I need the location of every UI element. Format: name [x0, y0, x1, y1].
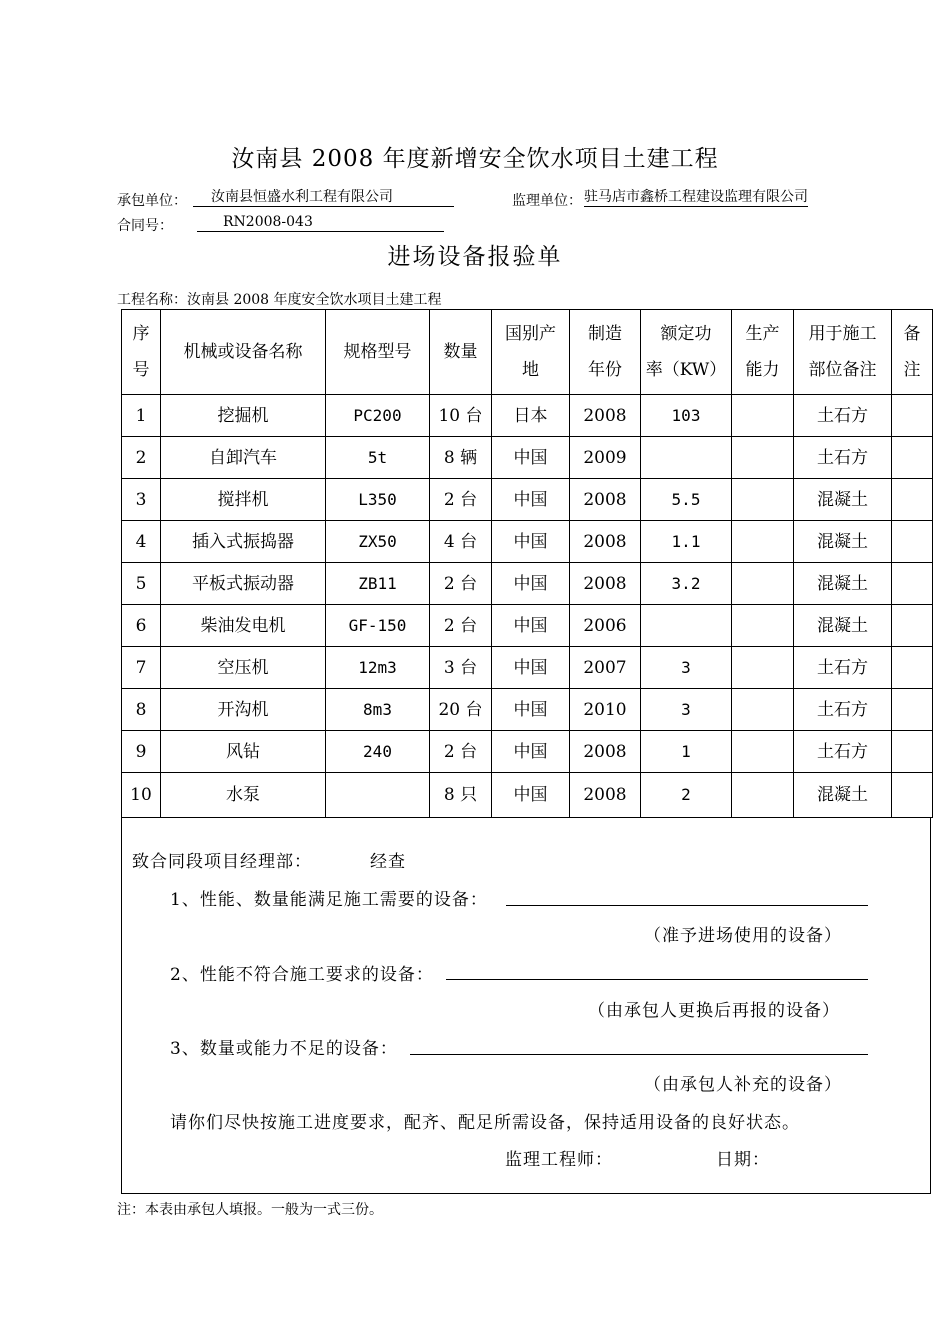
contract-value: RN2008-043 [197, 214, 444, 232]
inspection-notice [121, 817, 931, 1194]
usage-location-cell: 土石方 [794, 395, 892, 437]
row-number-cell: 7 [122, 647, 161, 689]
rated-power-cell: 1 [641, 731, 732, 773]
model-cell: ZB11 [326, 563, 430, 605]
header-cell: 备 注 [892, 310, 933, 395]
rated-power-cell [641, 605, 732, 647]
year-cell: 2008 [570, 731, 641, 773]
origin-cell: 中国 [492, 773, 570, 818]
equipment-name-cell: 插入式振捣器 [161, 521, 326, 563]
origin-cell: 日本 [492, 395, 570, 437]
equipment-name-cell: 挖掘机 [161, 395, 326, 437]
table-row [122, 647, 933, 689]
rated-power-cell: 5.5 [641, 479, 732, 521]
table-row [122, 437, 933, 479]
rated-power-cell: 2 [641, 773, 732, 818]
table-row [122, 521, 933, 563]
equipment-name-cell: 水泵 [161, 773, 326, 818]
year-cell: 2006 [570, 605, 641, 647]
origin-cell: 中国 [492, 437, 570, 479]
row-number-cell: 5 [122, 563, 161, 605]
model-cell: L350 [326, 479, 430, 521]
remark-cell [892, 689, 933, 731]
origin-cell: 中国 [492, 647, 570, 689]
quantity-cell: 2 台 [430, 731, 492, 773]
item1-label: 1、性能、数量能满足施工需要的设备： [170, 890, 488, 910]
checked-label: 经查 [370, 852, 406, 872]
capacity-cell [732, 731, 794, 773]
origin-cell: 中国 [492, 521, 570, 563]
table-row [122, 773, 933, 818]
header-cell: 额定功 率（KW） [641, 310, 732, 395]
year-cell: 2007 [570, 647, 641, 689]
supervisor-value: 驻马店市鑫桥工程建设监理有限公司 [584, 189, 808, 205]
table-row [122, 479, 933, 521]
origin-cell: 中国 [492, 689, 570, 731]
quantity-cell: 2 台 [430, 605, 492, 647]
row-number-cell: 8 [122, 689, 161, 731]
model-cell: ZX50 [326, 521, 430, 563]
table-row [122, 605, 933, 647]
usage-location-cell: 混凝土 [794, 563, 892, 605]
equipment-name-cell: 自卸汽车 [161, 437, 326, 479]
quantity-cell: 4 台 [430, 521, 492, 563]
row-number-cell: 4 [122, 521, 161, 563]
origin-cell: 中国 [492, 479, 570, 521]
header-cell: 国别产 地 [492, 310, 570, 395]
item3-fill-line [410, 1054, 868, 1055]
item1-fill-line [506, 905, 868, 906]
usage-location-cell: 土石方 [794, 689, 892, 731]
usage-location-cell: 混凝土 [794, 521, 892, 563]
header-cell: 序 号 [122, 310, 161, 395]
remark-cell [892, 563, 933, 605]
remark-cell [892, 605, 933, 647]
item1-note: （准予进场使用的设备） [644, 926, 842, 946]
table-header-row [122, 310, 933, 395]
model-cell: 12m3 [326, 647, 430, 689]
remark-cell [892, 437, 933, 479]
usage-location-cell: 土石方 [794, 437, 892, 479]
footnote: 注：本表由承包人填报。一般为一式三份。 [117, 1202, 383, 1218]
capacity-cell [732, 563, 794, 605]
capacity-cell [732, 689, 794, 731]
equipment-name-cell: 开沟机 [161, 689, 326, 731]
model-cell: PC200 [326, 395, 430, 437]
equipment-name-cell: 空压机 [161, 647, 326, 689]
usage-location-cell: 土石方 [794, 647, 892, 689]
item3-label: 3、数量或能力不足的设备： [170, 1039, 398, 1059]
header-cell: 制造 年份 [570, 310, 641, 395]
model-cell: 8m3 [326, 689, 430, 731]
origin-cell: 中国 [492, 731, 570, 773]
equipment-name-cell: 柴油发电机 [161, 605, 326, 647]
item3-note: （由承包人补充的设备） [644, 1075, 842, 1095]
table-row [122, 395, 933, 437]
equipment-table [121, 309, 933, 818]
capacity-cell [732, 773, 794, 818]
rated-power-cell [641, 437, 732, 479]
model-cell: 240 [326, 731, 430, 773]
quantity-cell: 2 台 [430, 479, 492, 521]
capacity-cell [732, 479, 794, 521]
header-cell: 数量 [430, 310, 492, 395]
remark-cell [892, 395, 933, 437]
row-number-cell: 9 [122, 731, 161, 773]
year-cell: 2008 [570, 521, 641, 563]
capacity-cell [732, 647, 794, 689]
quantity-cell: 3 台 [430, 647, 492, 689]
engineer-label: 监理工程师： [505, 1150, 613, 1170]
contractor-value: 汝南县恒盛水利工程有限公司 [193, 189, 454, 207]
item2-fill-line [446, 979, 868, 980]
capacity-cell [732, 521, 794, 563]
supervisor-label: 监理单位： [512, 193, 582, 209]
row-number-cell: 6 [122, 605, 161, 647]
capacity-cell [732, 395, 794, 437]
row-number-cell: 1 [122, 395, 161, 437]
usage-location-cell: 混凝土 [794, 773, 892, 818]
header-cell: 规格型号 [326, 310, 430, 395]
item2-label: 2、性能不符合施工要求的设备： [170, 965, 434, 985]
rated-power-cell: 103 [641, 395, 732, 437]
origin-cell: 中国 [492, 605, 570, 647]
addressee: 致合同段项目经理部： [132, 852, 312, 872]
header-cell: 机械或设备名称 [161, 310, 326, 395]
usage-location-cell: 土石方 [794, 731, 892, 773]
usage-location-cell: 混凝土 [794, 479, 892, 521]
origin-cell: 中国 [492, 563, 570, 605]
header-cell: 用于施工 部位备注 [794, 310, 892, 395]
date-label: 日期： [716, 1150, 770, 1170]
quantity-cell: 8 辆 [430, 437, 492, 479]
row-number-cell: 2 [122, 437, 161, 479]
table-row [122, 689, 933, 731]
equipment-name-cell: 平板式振动器 [161, 563, 326, 605]
quantity-cell: 10 台 [430, 395, 492, 437]
contractor-label: 承包单位： [117, 193, 187, 209]
row-number-cell: 10 [122, 773, 161, 818]
equipment-name-cell: 风钻 [161, 731, 326, 773]
quantity-cell: 2 台 [430, 563, 492, 605]
rated-power-cell: 3 [641, 647, 732, 689]
model-cell: 5t [326, 437, 430, 479]
year-cell: 2008 [570, 773, 641, 818]
rated-power-cell: 1.1 [641, 521, 732, 563]
quantity-cell: 8 只 [430, 773, 492, 818]
row-number-cell: 3 [122, 479, 161, 521]
quantity-cell: 20 台 [430, 689, 492, 731]
contract-label: 合同号： [117, 218, 173, 234]
remark-cell [892, 647, 933, 689]
remark-cell [892, 479, 933, 521]
project-name: 工程名称：汝南县 2008 年度安全饮水项目土建工程 [117, 292, 442, 308]
remark-cell [892, 773, 933, 818]
year-cell: 2008 [570, 479, 641, 521]
form-title: 进场设备报验单 [387, 244, 563, 270]
item2-note: （由承包人更换后再报的设备） [588, 1001, 840, 1021]
header-cell: 生产 能力 [732, 310, 794, 395]
remark-cell [892, 731, 933, 773]
document-title: 汝南县 2008 年度新增安全饮水项目土建工程 [231, 146, 719, 172]
equipment-name-cell: 搅拌机 [161, 479, 326, 521]
table-row [122, 563, 933, 605]
rated-power-cell: 3 [641, 689, 732, 731]
remark-cell [892, 521, 933, 563]
model-cell [326, 773, 430, 818]
request-text: 请你们尽快按施工进度要求，配齐、配足所需设备，保持适用设备的良好状态。 [170, 1113, 800, 1133]
model-cell: GF-150 [326, 605, 430, 647]
table-row [122, 731, 933, 773]
capacity-cell [732, 437, 794, 479]
year-cell: 2008 [570, 395, 641, 437]
capacity-cell [732, 605, 794, 647]
year-cell: 2009 [570, 437, 641, 479]
year-cell: 2008 [570, 563, 641, 605]
year-cell: 2010 [570, 689, 641, 731]
rated-power-cell: 3.2 [641, 563, 732, 605]
usage-location-cell: 混凝土 [794, 605, 892, 647]
